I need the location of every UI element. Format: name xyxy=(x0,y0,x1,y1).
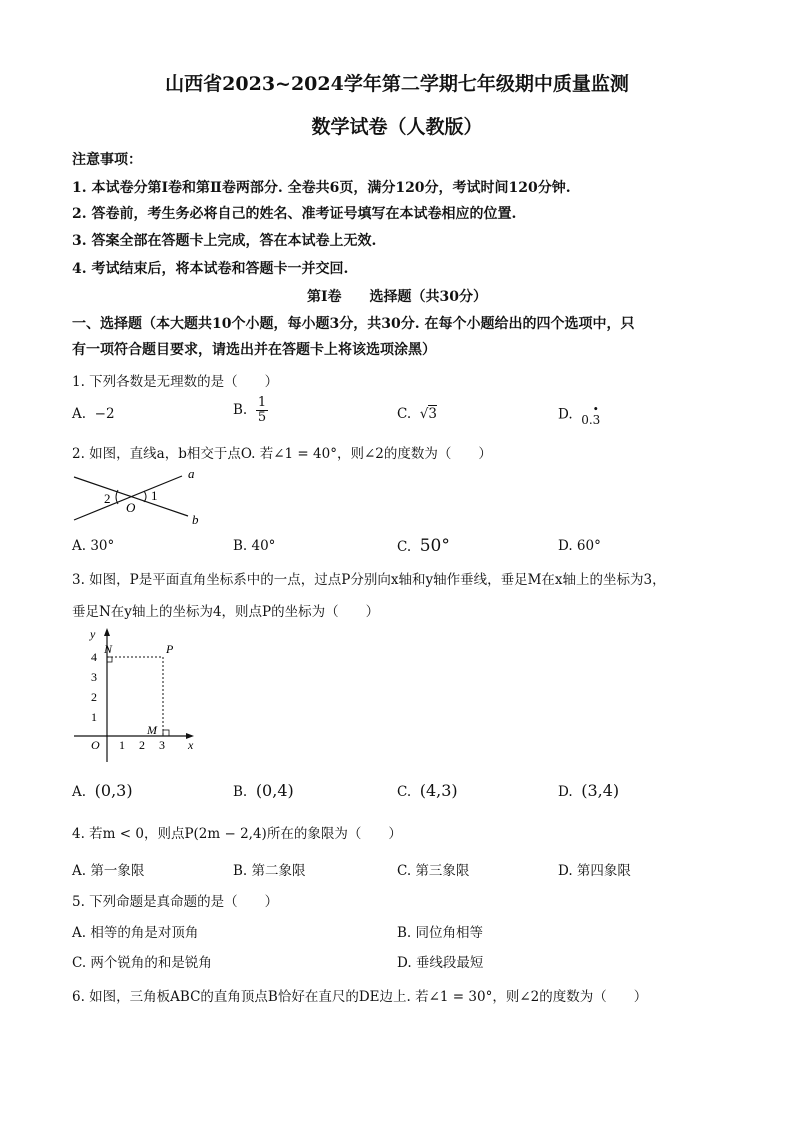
option-letter: B. xyxy=(233,784,248,800)
q2-option-d: D. 60° xyxy=(558,538,601,554)
y-tick-3: 3 xyxy=(91,670,97,684)
notice-item-1: 1. 本试卷分第Ⅰ卷和第Ⅱ卷两部分. 全卷共6页，满分120分，考试时间120分钟. xyxy=(72,180,571,196)
y-tick-1: 1 xyxy=(91,710,97,724)
page-title: 山西省2023~2024学年第二学期七年级期中质量监测 xyxy=(165,73,629,95)
q3-option-d xyxy=(558,781,619,800)
x-axis-label: x xyxy=(188,738,194,752)
q4-option-b: B. 第二象限 xyxy=(233,863,306,879)
p-label: P xyxy=(166,642,174,656)
q1-option-a xyxy=(72,406,115,422)
numerator: 1 xyxy=(257,395,267,410)
option-value: (0,3) xyxy=(94,781,133,800)
fraction xyxy=(256,396,268,424)
q5-option-c: C. 两个锐角的和是锐角 xyxy=(72,955,212,971)
repeat-dot: ∙ xyxy=(593,402,599,415)
option-value: (0,4) xyxy=(255,781,294,800)
q3-option-c xyxy=(397,781,458,800)
y-axis-arrow-icon xyxy=(104,628,110,636)
label-a: a xyxy=(188,466,195,481)
q4-stem: 4. 若m < 0，则点P(2m − 2,4)所在的象限为（ ） xyxy=(72,826,402,842)
right-angle-m xyxy=(163,730,169,736)
option-value: (3,4) xyxy=(581,781,620,800)
x-tick-1: 1 xyxy=(119,738,125,752)
angle-1-arc xyxy=(144,491,146,502)
q4-option-d: D. 第四象限 xyxy=(558,863,631,879)
volume-heading: 第Ⅰ卷 选择题（共30分） xyxy=(306,289,488,305)
n-label: N xyxy=(104,642,113,656)
denominator: 5 xyxy=(257,409,267,425)
notice-item-3: 3. 答案全部在答题卡上完成，答在本试卷上无效. xyxy=(72,233,377,249)
notice-item-4: 4. 考试结束后，将本试卷和答题卡一并交回. xyxy=(72,261,349,277)
q2-figure xyxy=(70,464,210,530)
y-tick-4: 4 xyxy=(91,650,97,664)
option-letter: B. xyxy=(233,402,248,419)
y-axis-label: y xyxy=(90,627,96,641)
q5-stem: 5. 下列命题是真命题的是（ ） xyxy=(72,894,279,910)
q3-option-b xyxy=(233,781,294,800)
option-value: 50° xyxy=(419,536,450,556)
right-angle-n xyxy=(107,657,112,662)
notice-heading: 注意事项： xyxy=(72,152,142,168)
q1-option-d xyxy=(558,403,600,426)
x-tick-2: 2 xyxy=(139,738,145,752)
q1-option-b xyxy=(233,396,268,424)
option-letter: D. xyxy=(558,406,573,423)
q3-stem-line1: 3. 如图，P是平面直角坐标系中的一点，过点P分别向x轴和y轴作垂线，垂足M在x轴上的坐标为3， xyxy=(72,572,666,588)
q1-option-c xyxy=(397,406,437,422)
q2-stem: 2. 如图，直线a，b相交于点O. 若∠1 = 40°，则∠2的度数为（ ） xyxy=(72,446,492,462)
page-subtitle: 数学试卷（人教版） xyxy=(311,116,483,138)
sqrt-icon: √ xyxy=(419,406,429,422)
label-o: O xyxy=(126,500,136,515)
q5-option-d: D. 垂线段最短 xyxy=(397,955,484,971)
q1-stem: 1. 下列各数是无理数的是（ ） xyxy=(72,374,279,390)
q2-option-b: B. 40° xyxy=(233,538,276,554)
section-instruction-line2: 有一项符合题目要求，请选出并在答题卡上将该选项涂黑） xyxy=(72,342,436,358)
repeating-decimal xyxy=(581,403,600,426)
q6-stem: 6. 如图，三角板ABC的直角顶点B恰好在直尺的DE边上. 若∠1 = 30°，则∠2的度数为（ ） xyxy=(72,989,648,1005)
label-angle-1: 1 xyxy=(151,488,158,503)
y-tick-2: 2 xyxy=(91,690,97,704)
option-letter: C. xyxy=(397,539,412,555)
section-instruction-line1: 一、选择题（本大题共10个小题，每小题3分，共30分. 在每个小题给出的四个选项中，只 xyxy=(72,316,635,332)
q3-stem-line2: 垂足N在y轴上的坐标为4，则点P的坐标为（ ） xyxy=(72,604,380,620)
notice-item-2: 2. 答卷前，考生务必将自己的姓名、准考证号填写在本试卷相应的位置. xyxy=(72,206,517,222)
q4-option-c: C. 第三象限 xyxy=(397,863,470,879)
option-value: −2 xyxy=(94,406,115,422)
option-value: 0.3 xyxy=(581,413,601,427)
option-letter: A. xyxy=(72,784,87,800)
option-value: (4,3) xyxy=(419,781,458,800)
q5-option-a: A. 相等的角是对顶角 xyxy=(72,925,199,941)
option-value: 3 xyxy=(428,406,437,422)
label-b: b xyxy=(192,512,199,527)
m-label: M xyxy=(147,723,157,737)
q5-option-b: B. 同位角相等 xyxy=(397,925,484,941)
option-letter: A. xyxy=(72,406,87,422)
option-letter: C. xyxy=(397,784,412,800)
label-angle-2: 2 xyxy=(104,491,111,506)
option-letter: D. xyxy=(558,784,573,800)
origin-label: O xyxy=(91,738,100,752)
q3-figure xyxy=(70,626,210,766)
option-letter: C. xyxy=(397,406,412,422)
q2-option-c xyxy=(397,536,450,556)
q3-option-a xyxy=(72,781,133,800)
q2-option-a: A. 30° xyxy=(72,538,115,554)
q4-option-a: A. 第一象限 xyxy=(72,863,145,879)
x-tick-3: 3 xyxy=(159,738,165,752)
